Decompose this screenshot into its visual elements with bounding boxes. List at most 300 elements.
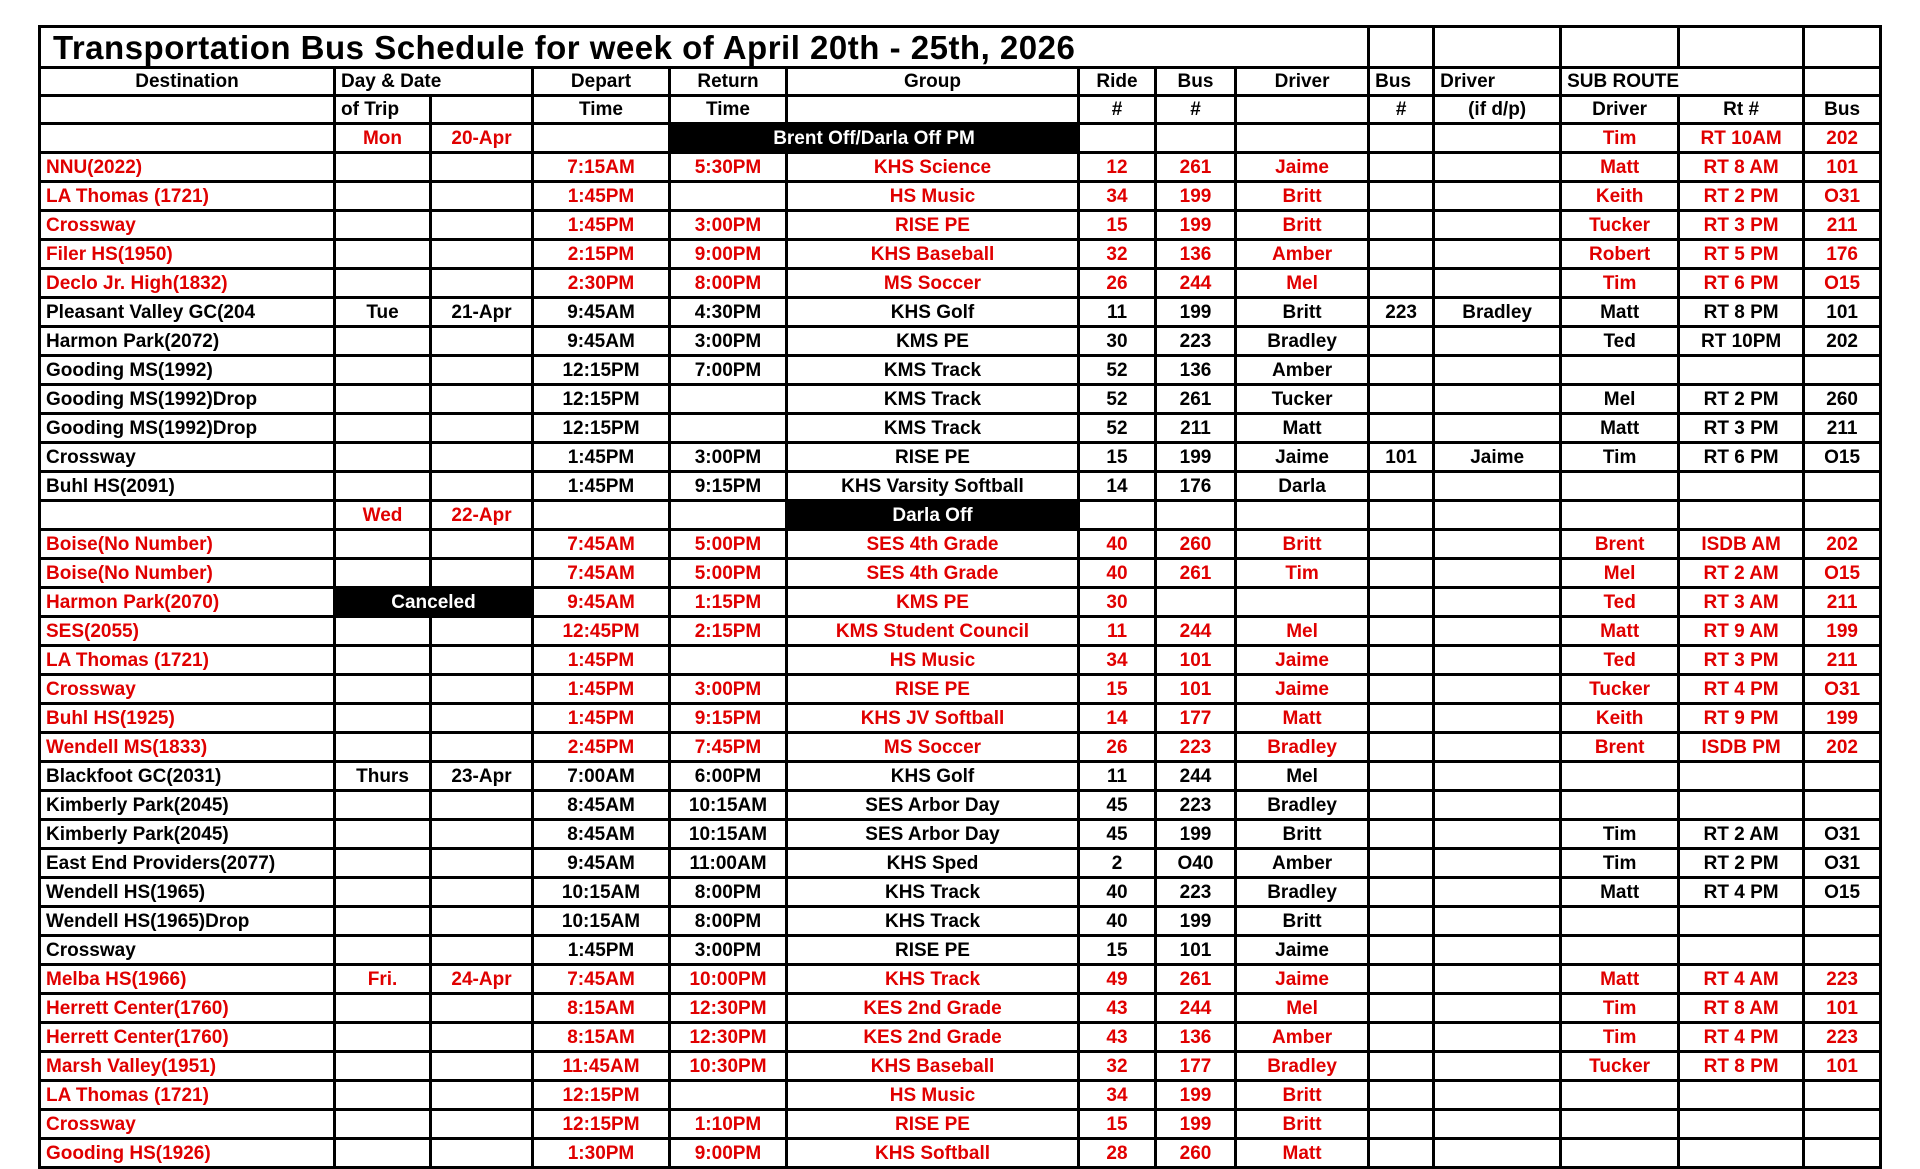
cell-ride-no: 12 xyxy=(1079,153,1156,182)
cell-bus-no: 244 xyxy=(1156,994,1236,1023)
cell-group: HS Music xyxy=(787,1081,1079,1110)
cell-driver: Amber xyxy=(1236,240,1369,269)
cell-sub-bus: 199 xyxy=(1804,704,1881,733)
cell-sub-driver: Tucker xyxy=(1561,211,1679,240)
cell-driver: Mel xyxy=(1236,762,1369,791)
cell-ride-no: 40 xyxy=(1079,530,1156,559)
schedule-row xyxy=(40,588,1881,617)
cell-driver2 xyxy=(1434,1139,1561,1168)
cell-sub-bus: 223 xyxy=(1804,1023,1881,1052)
cell-sub-rt: RT 8 PM xyxy=(1679,298,1804,327)
cell-date xyxy=(431,878,533,907)
cell-ride-no: 52 xyxy=(1079,414,1156,443)
schedule-row xyxy=(40,704,1881,733)
cell-destination: Gooding HS(1926) xyxy=(40,1139,335,1168)
cell-bus-no: 199 xyxy=(1156,907,1236,936)
cell-driver: Britt xyxy=(1236,1081,1369,1110)
cell-return-time: 5:30PM xyxy=(670,153,787,182)
header-bus-hash: # xyxy=(1156,96,1236,124)
cell-return-time: 7:00PM xyxy=(670,356,787,385)
cell-sub-driver: Matt xyxy=(1561,617,1679,646)
cell-bus-no: 223 xyxy=(1156,733,1236,762)
cell-sub-rt: RT 8 PM xyxy=(1679,1052,1804,1081)
schedule-row xyxy=(40,907,1881,936)
cell-driver: Britt xyxy=(1236,1110,1369,1139)
cell-bus-no xyxy=(1156,588,1236,617)
cell-driver: Britt xyxy=(1236,530,1369,559)
cell-bus2-no xyxy=(1369,1139,1434,1168)
cell-sub-rt xyxy=(1679,356,1804,385)
cell-group: KMS PE xyxy=(787,588,1079,617)
cell-sub-bus: 211 xyxy=(1804,646,1881,675)
cell-sub-rt: RT 8 AM xyxy=(1679,994,1804,1023)
cell-ride-no: 30 xyxy=(1079,327,1156,356)
cell-bus-no: 223 xyxy=(1156,327,1236,356)
cell-sub-rt xyxy=(1679,472,1804,501)
cell-ride-no: 32 xyxy=(1079,240,1156,269)
schedule-row xyxy=(40,1139,1881,1168)
cell-driver2 xyxy=(1434,472,1561,501)
cell-destination: Boise(No Number) xyxy=(40,559,335,588)
cell-destination: Melba HS(1966) xyxy=(40,965,335,994)
cell-depart-time xyxy=(533,501,670,530)
cell-day xyxy=(335,269,431,298)
cell-driver: Mel xyxy=(1236,269,1369,298)
schedule-row xyxy=(40,791,1881,820)
cell-depart-time: 7:15AM xyxy=(533,153,670,182)
cell-depart-time: 7:00AM xyxy=(533,762,670,791)
cell-day xyxy=(335,559,431,588)
cell-sub-rt xyxy=(1679,762,1804,791)
cell-bus-no: 223 xyxy=(1156,791,1236,820)
cell-driver: Jaime xyxy=(1236,443,1369,472)
cell-driver2 xyxy=(1434,994,1561,1023)
cell-sub-driver: Mel xyxy=(1561,559,1679,588)
schedule-row xyxy=(40,1052,1881,1081)
cell-sub-rt: RT 2 PM xyxy=(1679,849,1804,878)
header-ride: Ride xyxy=(1079,68,1156,96)
cell-sub-driver: Brent xyxy=(1561,733,1679,762)
cell-destination: NNU(2022) xyxy=(40,153,335,182)
empty-cell xyxy=(787,96,1079,124)
empty-cell xyxy=(1679,27,1804,68)
cell-driver2 xyxy=(1434,646,1561,675)
cell-day xyxy=(335,820,431,849)
cell-sub-bus: O15 xyxy=(1804,559,1881,588)
cell-sub-bus xyxy=(1804,501,1881,530)
cell-return-time: 8:00PM xyxy=(670,878,787,907)
schedule-row xyxy=(40,559,1881,588)
cell-driver2 xyxy=(1434,849,1561,878)
cell-return-time: 9:15PM xyxy=(670,704,787,733)
cell-sub-bus: O15 xyxy=(1804,443,1881,472)
cell-day xyxy=(335,704,431,733)
cell-sub-driver: Matt xyxy=(1561,298,1679,327)
cell-destination: Wendell HS(1965)Drop xyxy=(40,907,335,936)
cell-bus-no: 244 xyxy=(1156,269,1236,298)
cell-driver xyxy=(1236,588,1369,617)
cell-day xyxy=(335,1023,431,1052)
cell-date xyxy=(431,443,533,472)
cell-sub-bus xyxy=(1804,762,1881,791)
schedule-row xyxy=(40,414,1881,443)
cell-sub-rt: RT 3 PM xyxy=(1679,414,1804,443)
cell-bus2-no xyxy=(1369,588,1434,617)
cell-bus-no: 199 xyxy=(1156,298,1236,327)
cell-bus2-no xyxy=(1369,153,1434,182)
cell-date xyxy=(431,849,533,878)
cell-return-time xyxy=(670,646,787,675)
cell-driver2 xyxy=(1434,327,1561,356)
empty-cell xyxy=(1369,27,1434,68)
header-bus-2: Bus xyxy=(1369,68,1434,96)
cell-sub-driver: Ted xyxy=(1561,327,1679,356)
schedule-table xyxy=(38,25,1882,1169)
cell-depart-time: 1:30PM xyxy=(533,1139,670,1168)
cell-day xyxy=(335,1052,431,1081)
cell-return-time: 3:00PM xyxy=(670,675,787,704)
cell-sub-rt: RT 3 AM xyxy=(1679,588,1804,617)
cell-bus2-no xyxy=(1369,211,1434,240)
cell-date xyxy=(431,240,533,269)
header-if-dp: (if d/p) xyxy=(1434,96,1561,124)
cell-sub-bus xyxy=(1804,356,1881,385)
cell-driver2 xyxy=(1434,1110,1561,1139)
cell-bus-no: 261 xyxy=(1156,559,1236,588)
cell-group: KHS Softball xyxy=(787,1139,1079,1168)
cell-group: SES 4th Grade xyxy=(787,530,1079,559)
cell-driver: Mel xyxy=(1236,994,1369,1023)
cell-driver: Bradley xyxy=(1236,1052,1369,1081)
cell-sub-driver xyxy=(1561,1081,1679,1110)
cell-sub-bus: 202 xyxy=(1804,124,1881,153)
header-return: Return xyxy=(670,68,787,96)
header-bus: Bus xyxy=(1156,68,1236,96)
cell-depart-time: 9:45AM xyxy=(533,588,670,617)
cell-driver: Jaime xyxy=(1236,646,1369,675)
cell-depart-time: 7:45AM xyxy=(533,965,670,994)
cell-return-time: 10:00PM xyxy=(670,965,787,994)
cell-sub-rt xyxy=(1679,1139,1804,1168)
cell-driver2: Bradley xyxy=(1434,298,1561,327)
cell-return-time: 9:00PM xyxy=(670,240,787,269)
cell-depart-time: 1:45PM xyxy=(533,646,670,675)
cell-depart-time xyxy=(533,124,670,153)
cell-date xyxy=(431,1052,533,1081)
cell-day xyxy=(335,791,431,820)
cell-sub-driver: Brent xyxy=(1561,530,1679,559)
schedule-row xyxy=(40,530,1881,559)
cell-ride-no: 2 xyxy=(1079,849,1156,878)
cell-bus2-no xyxy=(1369,675,1434,704)
cell-group: KES 2nd Grade xyxy=(787,1023,1079,1052)
cell-driver2 xyxy=(1434,1052,1561,1081)
cell-return-time xyxy=(670,414,787,443)
cell-bus-no: 244 xyxy=(1156,762,1236,791)
cell-date xyxy=(431,617,533,646)
cell-sub-driver: Tim xyxy=(1561,820,1679,849)
cell-bus2-no xyxy=(1369,1110,1434,1139)
cell-sub-bus xyxy=(1804,791,1881,820)
cell-driver2 xyxy=(1434,356,1561,385)
cell-date: 21-Apr xyxy=(431,298,533,327)
cell-bus-no: 244 xyxy=(1156,617,1236,646)
cell-bus-no: 136 xyxy=(1156,1023,1236,1052)
cell-return-time: 8:00PM xyxy=(670,269,787,298)
cell-driver2 xyxy=(1434,936,1561,965)
cell-bus2-no xyxy=(1369,1052,1434,1081)
cell-sub-driver xyxy=(1561,791,1679,820)
cell-return-time: 11:00AM xyxy=(670,849,787,878)
cell-depart-time: 12:15PM xyxy=(533,414,670,443)
cell-date xyxy=(431,559,533,588)
empty-cell xyxy=(1561,27,1679,68)
cell-return-time: 9:00PM xyxy=(670,1139,787,1168)
schedule-row xyxy=(40,240,1881,269)
cell-driver: Bradley xyxy=(1236,733,1369,762)
header-ride-hash: # xyxy=(1079,96,1156,124)
cell-ride-no: 49 xyxy=(1079,965,1156,994)
cell-driver2 xyxy=(1434,704,1561,733)
cell-group: KMS PE xyxy=(787,327,1079,356)
cell-bus-no: 199 xyxy=(1156,1081,1236,1110)
cell-driver: Jaime xyxy=(1236,153,1369,182)
cell-depart-time: 2:30PM xyxy=(533,269,670,298)
cell-ride-no: 15 xyxy=(1079,1110,1156,1139)
cell-sub-driver xyxy=(1561,936,1679,965)
cell-bus-no: 199 xyxy=(1156,1110,1236,1139)
cell-date xyxy=(431,704,533,733)
cell-driver: Britt xyxy=(1236,820,1369,849)
schedule-row xyxy=(40,385,1881,414)
cell-ride-no: 40 xyxy=(1079,559,1156,588)
cell-bus2-no xyxy=(1369,414,1434,443)
cell-return-time: 4:30PM xyxy=(670,298,787,327)
cell-bus2-no xyxy=(1369,878,1434,907)
cell-sub-bus xyxy=(1804,907,1881,936)
cell-destination: Marsh Valley(1951) xyxy=(40,1052,335,1081)
cell-bus2-no xyxy=(1369,559,1434,588)
cell-driver: Matt xyxy=(1236,1139,1369,1168)
schedule-row xyxy=(40,617,1881,646)
schedule-row xyxy=(40,501,1881,530)
cell-ride-no: 40 xyxy=(1079,907,1156,936)
cell-sub-rt: RT 6 PM xyxy=(1679,443,1804,472)
cell-destination xyxy=(40,124,335,153)
header-return-time: Time xyxy=(670,96,787,124)
cell-group: KHS JV Softball xyxy=(787,704,1079,733)
cell-day: Mon xyxy=(335,124,431,153)
cell-destination: Kimberly Park(2045) xyxy=(40,791,335,820)
cell-sub-rt: RT 2 AM xyxy=(1679,559,1804,588)
cell-sub-driver xyxy=(1561,472,1679,501)
cell-sub-rt xyxy=(1679,1110,1804,1139)
cell-bus2-no xyxy=(1369,182,1434,211)
cell-date xyxy=(431,936,533,965)
schedule-row xyxy=(40,646,1881,675)
cell-driver2 xyxy=(1434,501,1561,530)
cell-date xyxy=(431,356,533,385)
schedule-row xyxy=(40,1110,1881,1139)
cell-driver2 xyxy=(1434,907,1561,936)
schedule-row xyxy=(40,994,1881,1023)
cell-return-time: 1:10PM xyxy=(670,1110,787,1139)
cell-driver: Amber xyxy=(1236,1023,1369,1052)
cell-bus-no: 177 xyxy=(1156,1052,1236,1081)
cell-sub-driver: Tim xyxy=(1561,443,1679,472)
cell-driver xyxy=(1236,501,1369,530)
cell-date xyxy=(431,472,533,501)
header-destination: Destination xyxy=(40,68,335,96)
cell-destination: SES(2055) xyxy=(40,617,335,646)
schedule-row xyxy=(40,762,1881,791)
cell-bus-no: 199 xyxy=(1156,211,1236,240)
cell-group: SES Arbor Day xyxy=(787,791,1079,820)
empty-cell xyxy=(1804,68,1881,96)
schedule-row xyxy=(40,849,1881,878)
schedule-row xyxy=(40,472,1881,501)
schedule-row xyxy=(40,878,1881,907)
cell-depart-time: 9:45AM xyxy=(533,327,670,356)
cell-destination xyxy=(40,501,335,530)
cell-return-time: 7:45PM xyxy=(670,733,787,762)
cell-sub-driver: Ted xyxy=(1561,588,1679,617)
cell-sub-bus: 101 xyxy=(1804,994,1881,1023)
cell-driver2 xyxy=(1434,211,1561,240)
cell-group: MS Soccer xyxy=(787,269,1079,298)
cell-destination: LA Thomas (1721) xyxy=(40,182,335,211)
cell-destination: Buhl HS(2091) xyxy=(40,472,335,501)
cell-driver2 xyxy=(1434,965,1561,994)
cell-ride-no: 34 xyxy=(1079,182,1156,211)
cell-return-time: 9:15PM xyxy=(670,472,787,501)
schedule-row xyxy=(40,443,1881,472)
header-driver-2: Driver xyxy=(1434,68,1561,96)
cell-group: KES 2nd Grade xyxy=(787,994,1079,1023)
cell-sub-bus: 260 xyxy=(1804,385,1881,414)
cell-return-time: 5:00PM xyxy=(670,530,787,559)
cell-sub-rt: RT 3 PM xyxy=(1679,211,1804,240)
cell-destination: Crossway xyxy=(40,1110,335,1139)
cell-destination: Kimberly Park(2045) xyxy=(40,820,335,849)
cell-return-time: 1:15PM xyxy=(670,588,787,617)
cell-date: 20-Apr xyxy=(431,124,533,153)
cell-driver: Amber xyxy=(1236,849,1369,878)
cell-group: KMS Track xyxy=(787,385,1079,414)
cell-date: 23-Apr xyxy=(431,762,533,791)
cell-day: Wed xyxy=(335,501,431,530)
cell-depart-time: 9:45AM xyxy=(533,298,670,327)
cell-return-time: 3:00PM xyxy=(670,327,787,356)
cell-group: KHS Science xyxy=(787,153,1079,182)
cell-driver2: Jaime xyxy=(1434,443,1561,472)
cell-bus2-no xyxy=(1369,530,1434,559)
schedule-row xyxy=(40,820,1881,849)
cell-driver2 xyxy=(1434,182,1561,211)
cell-bus2-no xyxy=(1369,385,1434,414)
cell-sub-driver xyxy=(1561,1110,1679,1139)
cell-bus2-no xyxy=(1369,907,1434,936)
cell-group: KHS Varsity Softball xyxy=(787,472,1079,501)
cell-bus-no: 136 xyxy=(1156,356,1236,385)
cell-date: 24-Apr xyxy=(431,965,533,994)
cell-group: HS Music xyxy=(787,646,1079,675)
cell-bus-no xyxy=(1156,124,1236,153)
cell-date xyxy=(431,211,533,240)
cell-driver2 xyxy=(1434,588,1561,617)
cell-ride-no: 43 xyxy=(1079,1023,1156,1052)
cell-sub-driver: Ted xyxy=(1561,646,1679,675)
cell-ride-no: 30 xyxy=(1079,588,1156,617)
cell-sub-driver: Tim xyxy=(1561,124,1679,153)
cell-ride-no: 26 xyxy=(1079,269,1156,298)
cell-return-time: 10:30PM xyxy=(670,1052,787,1081)
cell-sub-driver: Matt xyxy=(1561,153,1679,182)
cell-ride-no: 15 xyxy=(1079,443,1156,472)
cell-bus2-no xyxy=(1369,704,1434,733)
cell-group: KMS Track xyxy=(787,356,1079,385)
cell-day: Tue xyxy=(335,298,431,327)
cell-depart-time: 10:15AM xyxy=(533,878,670,907)
cell-sub-bus: 211 xyxy=(1804,588,1881,617)
cell-ride-no: 15 xyxy=(1079,211,1156,240)
cell-bus-no: 136 xyxy=(1156,240,1236,269)
cell-group: KMS Student Council xyxy=(787,617,1079,646)
header-rt-no: Rt # xyxy=(1679,96,1804,124)
cell-return-time xyxy=(670,182,787,211)
cell-bus2-no xyxy=(1369,733,1434,762)
cell-bus-no: 223 xyxy=(1156,878,1236,907)
cell-day xyxy=(335,675,431,704)
cell-sub-rt: RT 4 PM xyxy=(1679,878,1804,907)
cell-return-time: 12:30PM xyxy=(670,994,787,1023)
cell-bus2-no xyxy=(1369,501,1434,530)
cell-sub-bus: O31 xyxy=(1804,820,1881,849)
cell-date xyxy=(431,1110,533,1139)
cell-sub-rt xyxy=(1679,936,1804,965)
cell-day xyxy=(335,646,431,675)
cell-group: MS Soccer xyxy=(787,733,1079,762)
cell-date xyxy=(431,907,533,936)
cell-group: KHS Track xyxy=(787,878,1079,907)
cell-ride-no: 34 xyxy=(1079,646,1156,675)
cell-driver: Britt xyxy=(1236,211,1369,240)
cell-return-time: 5:00PM xyxy=(670,559,787,588)
cell-bus-no: 260 xyxy=(1156,1139,1236,1168)
cell-bus-no: 199 xyxy=(1156,820,1236,849)
cell-bus-no: 211 xyxy=(1156,414,1236,443)
cell-group: RISE PE xyxy=(787,675,1079,704)
cell-date xyxy=(431,153,533,182)
cell-depart-time: 8:45AM xyxy=(533,820,670,849)
schedule-row xyxy=(40,1081,1881,1110)
cell-ride-no: 15 xyxy=(1079,675,1156,704)
header-driver: Driver xyxy=(1236,68,1369,96)
schedule-row xyxy=(40,124,1881,153)
schedule-row xyxy=(40,153,1881,182)
cell-sub-driver: Tim xyxy=(1561,994,1679,1023)
cell-day xyxy=(335,443,431,472)
cell-driver: Bradley xyxy=(1236,878,1369,907)
header-group: Group xyxy=(787,68,1079,96)
cell-depart-time: 1:45PM xyxy=(533,472,670,501)
cell-date xyxy=(431,994,533,1023)
cell-depart-time: 7:45AM xyxy=(533,530,670,559)
cell-bus2-no xyxy=(1369,269,1434,298)
cell-driver2 xyxy=(1434,733,1561,762)
cell-day xyxy=(335,1081,431,1110)
cell-driver: Bradley xyxy=(1236,791,1369,820)
